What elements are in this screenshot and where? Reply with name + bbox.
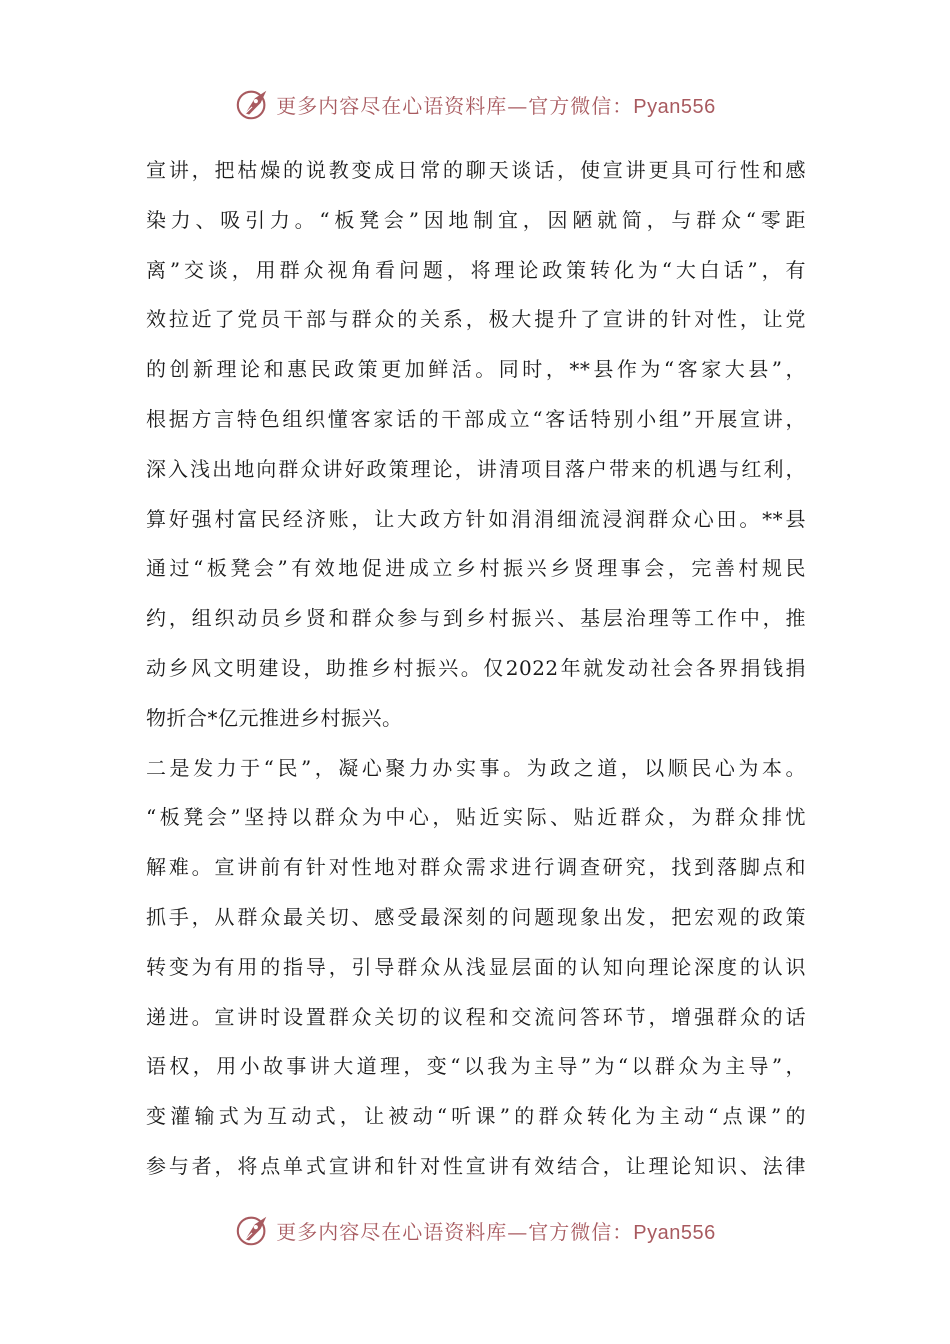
body-line: 物折合*亿元推进乡村振兴。 <box>146 705 403 730</box>
body-line: 宣讲，把枯燥的说教变成日常的聊天谈话，使宣讲更具可行性和感 <box>146 158 806 182</box>
body-line: 变灌输式为互动式，让被动“听课”的群众转化为主动“点课”的 <box>146 1104 806 1129</box>
body-line: 二是发力于“民”，凝心聚力办实事。为政之道，以顺民心为本。 <box>146 755 806 780</box>
body-line: 语权，用小故事讲大道理，变“以我为主导”为“以群众为主导”， <box>146 1054 806 1079</box>
footer-banner <box>0 1208 950 1252</box>
footer-banner-cn: 更多内容尽在心语资料库—官方微信： <box>276 1219 634 1244</box>
header-banner-wechat-id: Pyan556 <box>633 95 716 118</box>
header-banner-cn: 更多内容尽在心语资料库—官方微信： <box>276 93 634 118</box>
body-line: 参与者，将点单式宣讲和针对性宣讲有效结合，让理论知识、法律 <box>146 1153 806 1178</box>
body-line: 解难。宣讲前有针对性地对群众需求进行调查研究，找到落脚点和 <box>146 855 806 880</box>
footer-banner-text <box>276 1216 715 1245</box>
body-line: 通过“板凳会”有效地促进成立乡村振兴乡贤理事会，完善村规民 <box>146 556 806 581</box>
body-line: “板凳会”坚持以群众为中心，贴近实际、贴近群众，为群众排忧 <box>146 805 806 830</box>
body-line: 效拉近了党员干部与群众的关系，极大提升了宣讲的针对性，让党 <box>146 307 806 332</box>
header-banner <box>0 82 950 126</box>
body-line: 算好强村富民经济账，让大政方针如涓涓细流浸润群众心田。**县 <box>146 506 806 531</box>
document-body <box>146 146 806 1192</box>
body-line: 深入浅出地向群众讲好政策理论，讲清项目落户带来的机遇与红利， <box>146 456 806 481</box>
footer-banner-wechat-id: Pyan556 <box>633 1221 716 1244</box>
body-line: 染力、吸引力。“板凳会”因地制宜，因陋就简，与群众“零距 <box>146 207 806 232</box>
body-line: 约，组织动员乡贤和群众参与到乡村振兴、基层治理等工作中，推 <box>146 606 806 631</box>
pen-nib-circle-icon <box>234 85 272 123</box>
body-line: 抓手，从群众最关切、感受最深刻的问题现象出发，把宏观的政策 <box>146 904 806 929</box>
body-line: 的创新理论和惠民政策更加鲜活。同时，**县作为“客家大县”， <box>146 357 806 382</box>
body-line: 离”交谈，用群众视角看问题，将理论政策转化为“大白话”，有 <box>146 257 806 282</box>
body-line: 根据方言特色组织懂客家话的干部成立“客话特别小组”开展宣讲， <box>146 406 806 431</box>
body-line: 转变为有用的指导，引导群众从浅显层面的认知向理论深度的认识 <box>146 954 806 979</box>
body-line: 动乡风文明建设，助推乡村振兴。仅2022年就发动社会各界捐钱捐 <box>146 655 806 680</box>
pen-nib-circle-icon <box>234 1211 272 1249</box>
body-line: 递进。宣讲时设置群众关切的议程和交流问答环节，增强群众的话 <box>146 1004 806 1029</box>
header-banner-text <box>276 90 715 119</box>
